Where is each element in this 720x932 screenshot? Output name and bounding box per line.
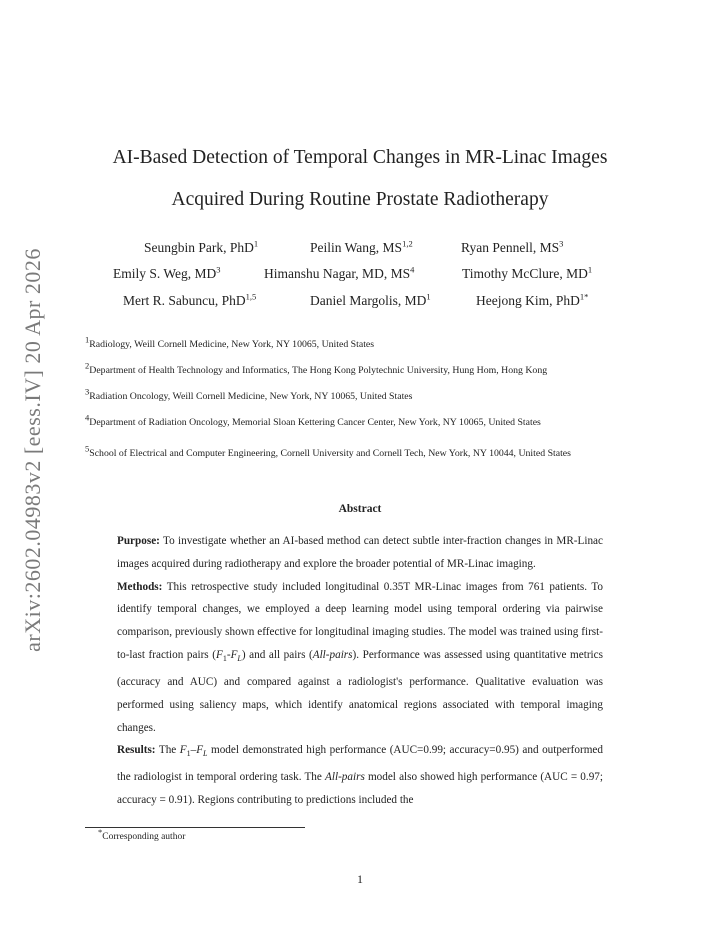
footnote-rule <box>85 827 305 828</box>
author: Seungbin Park, PhD$^1$ <box>144 238 259 255</box>
paper-title-line-2: Acquired During Routine Prostate Radiotherapy <box>171 189 549 210</box>
author-row <box>0 240 720 260</box>
author: Ryan Pennell, $MS^3$ <box>461 238 564 255</box>
page-number: 1 <box>357 872 363 886</box>
arxiv-stamp: arXiv:2602.04983v2 [eess.IV] 20 Apr 2026 <box>20 248 45 652</box>
affiliation: $^2$Department of Health Technology and Informatics, The Hong Kong Polytechnic University, Hung Hom, Hong Kong <box>85 360 548 376</box>
author: Mert R. Sabuncu, PhD$^{1,5}$ <box>123 291 257 308</box>
author: Himanshu Nagar, MD, $MS^4$ <box>264 264 415 281</box>
author-row <box>0 293 720 313</box>
abstract-results: Results: The $F_1-F_L$ model demonstrated high performance (AUC=0.99; accuracy=0.95) and outperformed the radiologist in temporal ordering task. The All-pairs model also showed high performance (AUC = 0.97; accuracy = 0.91). Regions contributing to predictions included the <box>117 744 603 807</box>
abstract-body <box>117 530 603 812</box>
affiliation: $^5$School of Electrical and Computer Engineering, Cornell University and Cornell Tech, New York, NY 10044, United States <box>85 443 571 459</box>
author-row <box>0 266 720 286</box>
abstract-heading: Abstract <box>338 503 382 515</box>
affiliation: $^1$Radiology, Weill Cornell Medicine, New York, NY 10065, United States <box>85 334 375 350</box>
author: Emily S. Weg, $MD^3$ <box>113 264 221 281</box>
abstract-purpose: Purpose: To investigate whether an AI-based method can detect subtle inter-fraction changes in MR-Linac images acquired during radiotherapy and explore the broader potential of MR-Linac imaging. <box>117 535 603 570</box>
abstract-methods: Methods: This retrospective study included longitudinal 0.35T MR-Linac images from 761 patients. To identify temporal changes, we employed a deep learning model using temporal ordering via pairwise comparison, previously shown effective for longitudinal imaging studies. The model was trained using first-to-last fraction pairs $(F_1-F_L)$ and all pairs (All-pairs). Performance was assessed using quantitative metrics (accuracy and AUC) and compared against a radiologist's performance. Qualitative evaluation was performed using saliency maps, which identify anatomical regions associated with temporal imaging changes. <box>117 580 603 734</box>
author: Heejong Kim, PhD$^{1*}$ <box>476 291 589 308</box>
affiliation: $^4$Department of Radiation Oncology, Memorial Sloan Kettering Cancer Center, New York, NY 10065, United States <box>85 412 541 428</box>
author: Daniel Margolis, $MD^1$ <box>310 291 431 308</box>
footnote: *Corresponding author <box>98 827 186 843</box>
affiliation: $^3$Radiation Oncology, Weill Cornell Medicine, New York, NY 10065, United States <box>85 386 413 402</box>
paper-title-line-1: AI-Based Detection of Temporal Changes in MR-Linac Images <box>112 147 608 168</box>
author: Timothy McClure, $MD^1$ <box>462 264 593 281</box>
author: Peilin Wang, MS$^{1,2}$ <box>310 238 413 255</box>
